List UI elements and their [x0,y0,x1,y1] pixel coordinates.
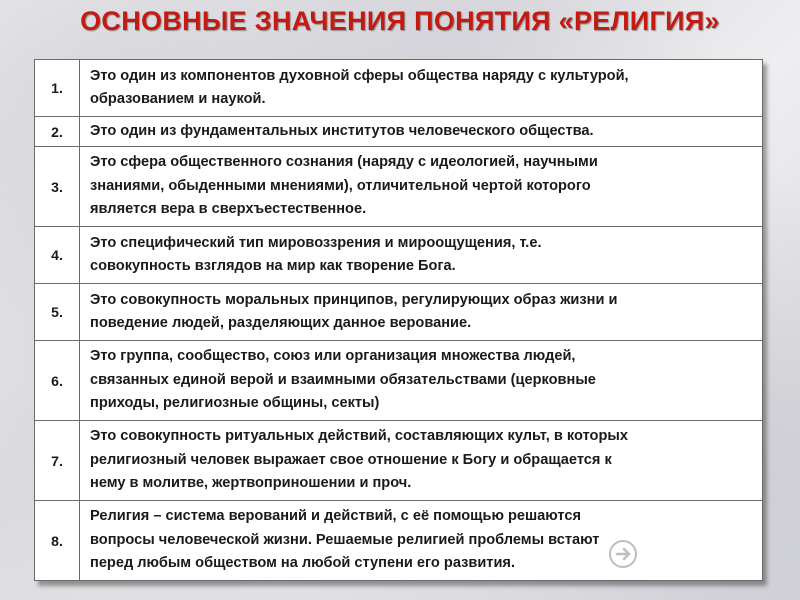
watermark-logo [608,534,768,574]
row-number: 1. [35,60,80,117]
meanings-table [34,59,763,581]
row-definition [80,341,763,421]
definition-line: приходы, религиозные общины, секты) [90,395,380,412]
definition-line: связанных единой верой и взаимными обязательствами (церковные [90,371,596,388]
table-row [35,147,763,227]
slide-title: ОСНОВНЫЕ ЗНАЧЕНИЯ ПОНЯТИЯ «РЕЛИГИЯ» [80,6,720,36]
row-number: 4. [35,227,80,284]
row-number: 5. [35,284,80,341]
row-definition [80,117,763,147]
row-number: 6. [35,341,80,421]
row-number: 2. [35,117,80,147]
definition-line: Религия – система верований и действий, с её помощью решаются [90,508,581,525]
row-number: 3. [35,147,80,227]
definition-line: Это совокупность ритуальных действий, составляющих культ, в которых [90,428,628,445]
row-definition [80,227,763,284]
arrow-logo-icon [608,539,638,569]
table-row [35,60,763,117]
row-definition [80,284,763,341]
definition-line: Это один из компонентов духовной сферы общества наряду с культурой, [90,67,629,84]
meanings-table-body [35,60,763,581]
definition-line: вопросы человеческой жизни. Решаемые религией проблемы встают [90,531,600,548]
table-row [35,284,763,341]
definition-line: нему в молитве, жертвоприношении и проч. [90,475,412,492]
row-definition [80,60,763,117]
row-number: 8. [35,501,80,581]
definition-line: перед любым обществом на любой ступени его развития. [90,555,515,572]
definition-line: Это один из фундаментальных институтов человеческого общества. [90,122,594,139]
table-row [35,117,763,147]
definition-line: Это совокупность моральных принципов, регулирующих образ жизни и [90,291,618,308]
row-definition [80,421,763,501]
table-row [35,227,763,284]
table-row [35,421,763,501]
definition-line: Это сфера общественного сознания (наряду с идеологией, научными [90,154,598,171]
table-row [35,341,763,421]
definition-line: религиозный человек выражает свое отношение к Богу и обращается к [90,451,612,468]
definition-line: Это специфический тип мировоззрения и мироощущения, т.е. [90,234,542,251]
definition-line: образованием и наукой. [90,91,266,107]
row-number: 7. [35,421,80,501]
row-definition [80,147,763,227]
definition-line: совокупность взглядов на мир как творение Бога. [90,258,456,274]
definition-line: знаниями, обыденными мнениями), отличительной чертой которого [90,177,591,194]
definition-line: является вера в сверхъестественное. [90,201,367,218]
definition-line: поведение людей, разделяющих данное верование. [90,315,472,331]
definition-line: Это группа, сообщество, союз или организация множества людей, [90,348,576,365]
